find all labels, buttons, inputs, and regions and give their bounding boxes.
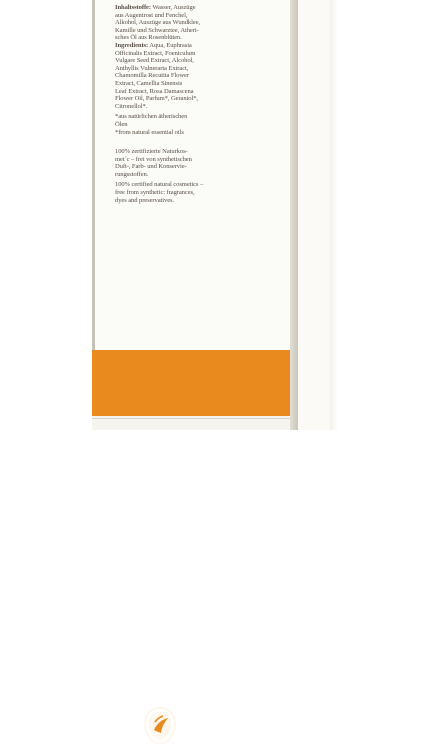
certification-de [115, 148, 287, 178]
ingredients-en-line: Aqua, Euphrasia [148, 41, 192, 49]
orange-band [92, 350, 298, 416]
ingredients-de [115, 4, 287, 42]
certification-en [115, 181, 287, 204]
ingredients-en-line: Vulgare Seed Extract, Alcohol, [115, 57, 194, 65]
ingredients-en-line: Flower Oil, Parfum*, Geraniol*, [115, 95, 198, 103]
label-panel [92, 0, 290, 430]
cert-de-line: met´c – frei von synthetischen [115, 155, 192, 163]
ingredients-en-line: Anthyllis Vulneraria Extract, [115, 64, 189, 72]
cert-de-line: rungsstoffen. [115, 170, 149, 178]
cert-en-line: free from synthetic: fragrances, [115, 189, 195, 197]
package-side-fold [290, 0, 298, 430]
ingredients-de-line: Wasser, Auszüge [150, 4, 196, 11]
footnote [115, 113, 287, 136]
ingredients-en-label: Ingredients: [115, 41, 149, 49]
footnote-de-line: Ölen [115, 120, 128, 128]
ingredients-de-line: Kamille und Schwarztee, Atheri- [115, 26, 199, 34]
product-package [92, 0, 338, 430]
ingredients-en-line: Officinalis Extract, Foeniculum [115, 49, 196, 57]
ingredients-en-line: Extract, Camellia Sinensis [115, 79, 183, 87]
cert-en-line: dyes and preservatives. [115, 196, 175, 204]
ingredients-de-line: Alkohol, Auszüge aus Wundklee, [115, 19, 201, 27]
ingredients-en-line: Chamomilla Recutita Flower [115, 72, 189, 80]
footnote-de-line: *aus natürlichen ätherischen [115, 113, 188, 121]
ingredients-de-line: sches Öl aus Rosenblüten. [115, 34, 182, 42]
ingredients-en-line: Leaf Extract, Rosa Damascena [115, 87, 194, 95]
natrue-seal-icon [143, 706, 177, 746]
cert-de-line: Duft-, Farb- und Konservie- [115, 163, 187, 171]
ingredients-en [115, 42, 287, 110]
ingredients-de-label: Inhaltsstoffe: [115, 4, 151, 11]
ingredients-text [115, 4, 287, 204]
bottom-strip [92, 416, 298, 430]
cert-en-line: 100% certified natural cosmetics – [115, 181, 204, 189]
ingredients-en-line: Citronellol*. [115, 102, 148, 110]
cert-de-line: 100% zertifizierte Naturkos- [115, 148, 188, 156]
ingredients-de-line: aus Augentrost und Fenchel, [115, 11, 188, 19]
bottom-strip-rule [92, 418, 298, 419]
footnote-en: *from natural essential oils [115, 128, 184, 136]
package-edge [330, 0, 338, 430]
